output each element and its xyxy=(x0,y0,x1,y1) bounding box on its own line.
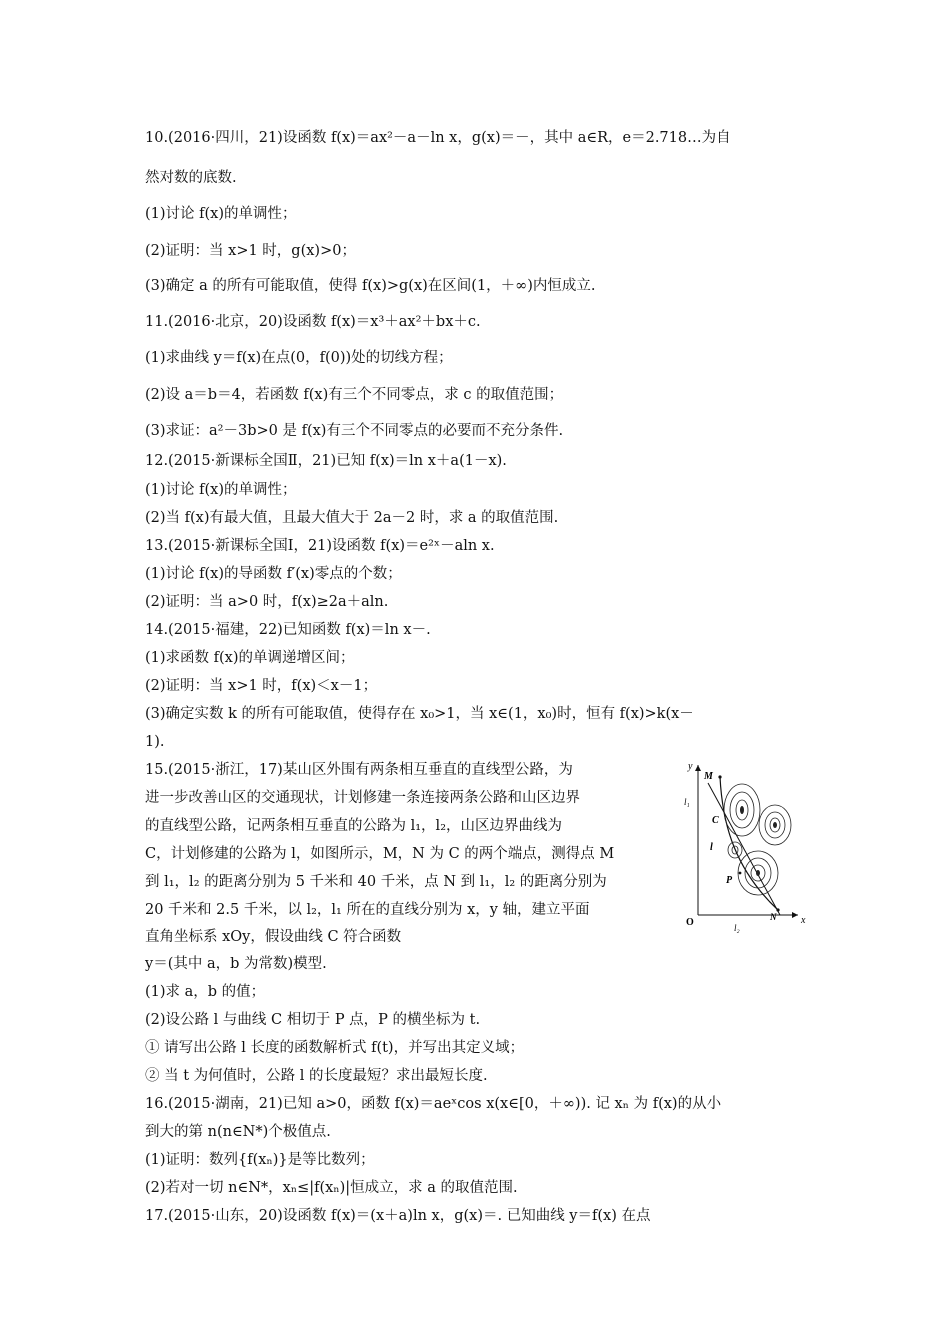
label-m: M xyxy=(704,771,713,782)
problem-15-line-8: y＝(其中 a，b 为常数)模型. xyxy=(145,956,327,972)
x-axis-arrow xyxy=(792,912,798,918)
mountain-road-figure xyxy=(680,755,810,935)
problem-12-part-2: (2)当 f(x)有最大值，且最大值大于 2a－2 时，求 a 的取值范围. xyxy=(145,510,559,526)
problem-15-line-6: 20 千米和 2.5 千米，以 l₂，l₁ 所在的直线分别为 x，y 轴，建立平面 xyxy=(145,902,590,918)
label-n: N xyxy=(770,912,777,922)
problem-12-title: 12.(2015·新课标全国Ⅱ，21)已知 f(x)＝ln x＋a(1－x). xyxy=(145,453,507,469)
problem-15-line-1: 15.(2015·浙江，17)某山区外围有两条相互垂直的直线型公路，为 xyxy=(145,762,573,778)
contour-diagram xyxy=(680,755,810,935)
label-l1: l₁ xyxy=(684,797,690,807)
problem-14-part-3: (3)确定实数 k 的所有可能取值，使得存在 x₀>1，当 x∈(1，x₀)时，恒有 f(x)>k(x－ xyxy=(145,706,694,722)
problem-14-part-1: (1)求函数 f(x)的单调递增区间； xyxy=(145,650,355,666)
point-p xyxy=(739,872,742,875)
problem-13-part-1: (1)讨论 f(x)的导函数 f′(x)零点的个数； xyxy=(145,566,402,582)
problem-10-part-3: (3)确定 a 的所有可能取值，使得 f(x)>g(x)在区间(1，＋∞)内恒成立. xyxy=(145,278,596,294)
road-l xyxy=(708,783,780,915)
problem-11-part-2: (2)设 a＝b＝4，若函数 f(x)有三个不同零点，求 c 的取值范围； xyxy=(145,387,564,403)
problem-16-line-2: 到大的第 n(n∈N*)个极值点. xyxy=(145,1124,331,1140)
contour-peak xyxy=(773,822,777,828)
problem-15-line-3: 的直线型公路，记两条相互垂直的公路为 l₁，l₂，山区边界曲线为 xyxy=(145,818,563,834)
label-p: P xyxy=(726,875,733,886)
label-c: C xyxy=(712,815,719,826)
problem-15-part-2-ii: ② 当 t 为何值时，公路 l 的长度最短？求出最短长度. xyxy=(145,1068,488,1084)
problem-13-part-2: (2)证明：当 a>0 时，f(x)≥2a＋aln. xyxy=(145,594,389,610)
contour-peak xyxy=(740,806,744,814)
problem-13-title: 13.(2015·新课标全国Ⅰ，21)设函数 f(x)＝e²ˣ－aln x. xyxy=(145,538,495,554)
label-o: O xyxy=(686,917,694,928)
label-x: x xyxy=(801,915,806,926)
problem-16-part-2: (2)若对一切 n∈N*，xₙ≤|f(xₙ)|恒成立，求 a 的取值范围. xyxy=(145,1180,518,1196)
contour-peak xyxy=(756,870,760,876)
problem-17-title: 17.(2015·山东，20)设函数 f(x)＝(x＋a)ln x，g(x)＝. 已知曲线 y＝f(x) 在点 xyxy=(145,1208,651,1224)
problem-14-part-3-cont: 1). xyxy=(145,734,165,750)
problem-15-part-2-i: ① 请写出公路 l 长度的函数解析式 f(t)，并写出其定义域； xyxy=(145,1040,525,1056)
label-l: l xyxy=(710,842,713,853)
problem-15-part-1: (1)求 a，b 的值； xyxy=(145,984,266,1000)
problem-10-part-2: (2)证明：当 x>1 时，g(x)>0； xyxy=(145,243,356,259)
problem-14-part-2: (2)证明：当 x>1 时，f(x)＜x－1； xyxy=(145,678,378,694)
problem-15-part-2: (2)设公路 l 与曲线 C 相切于 P 点，P 的横坐标为 t. xyxy=(145,1012,481,1028)
problem-15-line-5: 到 l₁，l₂ 的距离分别为 5 千米和 40 千米，点 N 到 l₁，l₂ 的距离分别为 xyxy=(145,874,607,890)
problem-12-part-1: (1)讨论 f(x)的单调性； xyxy=(145,482,297,498)
problem-10-part-1: (1)讨论 f(x)的单调性； xyxy=(145,206,297,222)
problem-11-part-3: (3)求证：a²－3b>0 是 f(x)有三个不同零点的必要而不充分条件. xyxy=(145,423,564,439)
problem-14-title: 14.(2015·福建，22)已知函数 f(x)＝ln x－. xyxy=(145,622,431,638)
problem-15-line-2: 进一步改善山区的交通现状，计划修建一条连接两条公路和山区边界 xyxy=(145,790,580,806)
problem-10-line-2: 然对数的底数. xyxy=(145,170,237,186)
problem-10-line-1: 10.(2016·四川，21)设函数 f(x)＝ax²－a－ln x，g(x)＝－，其中 a∈R，e＝2.718…为自 xyxy=(145,130,731,146)
point-m xyxy=(718,775,721,778)
problem-16-line-1: 16.(2015·湖南，21)已知 a>0，函数 f(x)＝aeˣcos x(x∈[0，＋∞)). 记 xₙ 为 f(x)的从小 xyxy=(145,1096,722,1112)
problem-15-line-4: C，计划修建的公路为 l，如图所示，M，N 为 C 的两个端点，测得点 M xyxy=(145,846,615,862)
label-y: y xyxy=(688,761,693,772)
y-axis-arrow xyxy=(695,765,701,771)
problem-11-part-1: (1)求曲线 y＝f(x)在点(0，f(0))处的切线方程； xyxy=(145,350,453,366)
problem-11-title: 11.(2016·北京，20)设函数 f(x)＝x³＋ax²＋bx＋c. xyxy=(145,314,481,330)
label-l2: l₂ xyxy=(734,923,740,933)
problem-15-line-7: 直角坐标系 xOy，假设曲线 C 符合函数 xyxy=(145,929,402,945)
point-n xyxy=(776,908,779,911)
problem-16-part-1: (1)证明：数列{f(xₙ)}是等比数列； xyxy=(145,1152,375,1168)
